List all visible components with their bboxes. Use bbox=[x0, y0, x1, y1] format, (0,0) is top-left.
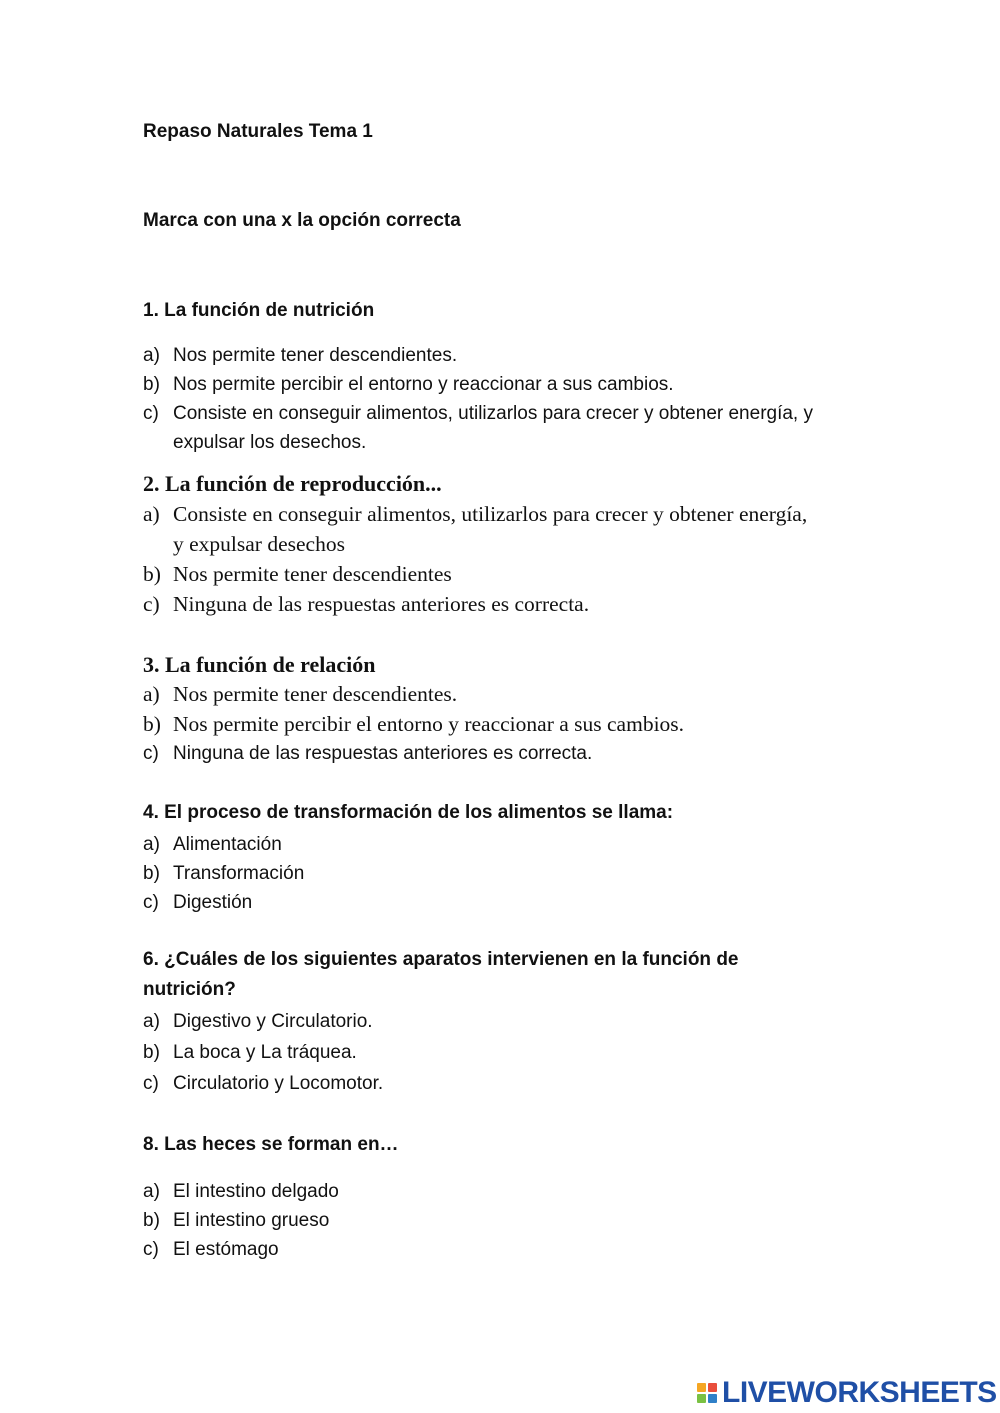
question-6-label-line-1: 6. ¿Cuáles de los siguientes aparatos intervienen en la función de bbox=[143, 949, 739, 970]
option-text: El intestino delgado bbox=[173, 1181, 339, 1202]
question-3-label: 3. La función de relación bbox=[143, 652, 376, 677]
worksheet-title: Repaso Naturales Tema 1 bbox=[143, 121, 373, 142]
option-letter: a) bbox=[143, 502, 160, 526]
option-text: Ninguna de las respuestas anteriores es correcta. bbox=[173, 743, 593, 764]
logo-square-e bbox=[708, 1394, 717, 1403]
question-3-option-a[interactable] bbox=[143, 679, 823, 709]
question-1-option-a[interactable] bbox=[143, 341, 823, 370]
question-6-label-line-2: nutrición? bbox=[143, 979, 236, 1000]
option-text: Consiste en conseguir alimentos, utilizarlos para crecer y obtener energía, y expulsar los desechos. bbox=[173, 403, 813, 453]
instruction-text: Marca con una x la opción correcta bbox=[143, 210, 461, 231]
option-text: Nos permite percibir el entorno y reaccionar a sus cambios. bbox=[173, 712, 685, 736]
question-2-label: 2. La función de reproducción... bbox=[143, 471, 442, 496]
question-2-option-b[interactable] bbox=[143, 559, 823, 589]
option-text: El intestino grueso bbox=[173, 1210, 330, 1231]
question-8-option-a[interactable] bbox=[143, 1177, 823, 1206]
logo-mark-icon bbox=[697, 1383, 717, 1403]
option-text: Nos permite tener descendientes. bbox=[173, 345, 458, 366]
option-letter: b) bbox=[143, 1042, 160, 1063]
option-letter: a) bbox=[143, 1181, 160, 1202]
question-1-label: 1. La función de nutrición bbox=[143, 300, 375, 321]
question-4-option-b[interactable] bbox=[143, 859, 823, 888]
option-text: Digestivo y Circulatorio. bbox=[173, 1011, 373, 1032]
question-1-option-c[interactable] bbox=[143, 399, 823, 457]
option-letter: b) bbox=[143, 374, 160, 395]
option-letter: c) bbox=[143, 743, 159, 764]
option-letter: a) bbox=[143, 345, 160, 366]
question-4-option-c[interactable] bbox=[143, 888, 823, 917]
question-4-label: 4. El proceso de transformación de los alimentos se llama: bbox=[143, 802, 674, 823]
logo-square-i bbox=[708, 1383, 717, 1392]
option-text: Circulatorio y Locomotor. bbox=[173, 1073, 384, 1094]
option-text: El estómago bbox=[173, 1239, 279, 1260]
option-text: Digestión bbox=[173, 892, 253, 913]
option-text: Consiste en conseguir alimentos, utilizarlos para crecer y obtener energía, y expulsar desechos bbox=[173, 502, 808, 556]
option-letter: c) bbox=[143, 892, 159, 913]
option-text: Nos permite tener descendientes bbox=[173, 562, 452, 586]
question-3-option-c[interactable] bbox=[143, 739, 823, 768]
question-3-option-b[interactable] bbox=[143, 709, 823, 739]
option-letter: c) bbox=[143, 1073, 159, 1094]
option-text: Nos permite tener descendientes. bbox=[173, 682, 458, 706]
option-letter: b) bbox=[143, 1210, 160, 1231]
brand-name: LIVEWORKSHEETS bbox=[722, 1376, 997, 1409]
question-6-option-b[interactable] bbox=[143, 1038, 823, 1067]
question-8-option-b[interactable] bbox=[143, 1206, 823, 1235]
question-8-label: 8. Las heces se forman en… bbox=[143, 1134, 399, 1155]
option-letter: b) bbox=[143, 712, 161, 736]
option-text: Ninguna de las respuestas anteriores es correcta. bbox=[173, 592, 590, 616]
option-text: Transformación bbox=[173, 863, 305, 884]
question-2-option-a[interactable] bbox=[143, 499, 823, 559]
question-4-option-a[interactable] bbox=[143, 830, 823, 859]
question-8-option-c[interactable] bbox=[143, 1235, 823, 1264]
logo-square-l bbox=[697, 1383, 706, 1392]
option-text: Nos permite percibir el entorno y reaccionar a sus cambios. bbox=[173, 374, 674, 395]
option-letter: b) bbox=[143, 863, 160, 884]
option-letter: c) bbox=[143, 1239, 159, 1260]
question-6-option-a[interactable] bbox=[143, 1007, 823, 1036]
option-letter: a) bbox=[143, 834, 160, 855]
option-letter: c) bbox=[143, 403, 159, 424]
question-1-option-b[interactable] bbox=[143, 370, 823, 399]
option-text: La boca y La tráquea. bbox=[173, 1042, 357, 1063]
question-6-option-c[interactable] bbox=[143, 1069, 823, 1098]
option-letter: a) bbox=[143, 682, 160, 706]
option-letter: c) bbox=[143, 592, 160, 616]
question-2-option-c[interactable] bbox=[143, 589, 823, 619]
option-text: Alimentación bbox=[173, 834, 282, 855]
logo-square-v bbox=[697, 1394, 706, 1403]
option-letter: a) bbox=[143, 1011, 160, 1032]
liveworksheets-logo bbox=[697, 1376, 997, 1410]
option-letter: b) bbox=[143, 562, 161, 586]
